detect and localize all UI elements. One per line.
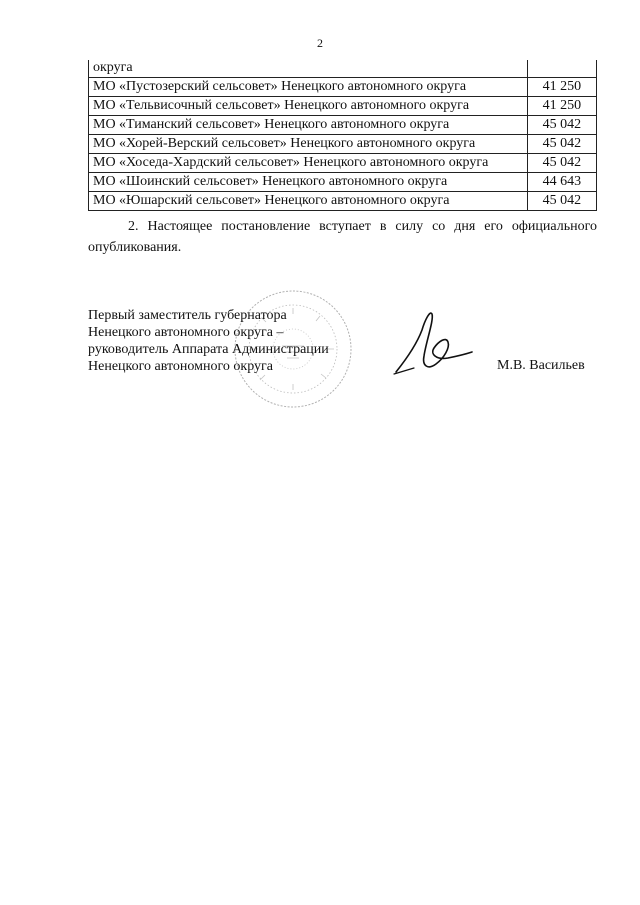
row-amount: 41 250 — [527, 97, 596, 116]
row-name: МО «Пустозерский сельсовет» Ненецкого автономного округа — [89, 78, 528, 97]
row-name: МО «Хорей-Верский сельсовет» Ненецкого автономного округа — [89, 135, 528, 154]
row-amount: 45 042 — [527, 116, 596, 135]
row-name: МО «Тиманский сельсовет» Ненецкого автономного округа — [89, 116, 528, 135]
effective-date-paragraph: 2. Настоящее постановление вступает в силу со дня его официального опубликования. — [88, 219, 597, 255]
table-row — [89, 192, 597, 211]
page-number: 2 — [317, 36, 323, 50]
table-row — [89, 60, 597, 78]
row-name: МО «Тельвисочный сельсовет» Ненецкого автономного округа — [89, 97, 528, 116]
row-amount: 41 250 — [527, 78, 596, 97]
table-row — [89, 97, 597, 116]
signatory-title-line: Первый заместитель губернатора — [88, 308, 287, 323]
table-row — [89, 135, 597, 154]
signatory-title-line: Ненецкого автономного округа – — [88, 325, 284, 340]
table-row — [89, 173, 597, 192]
row-name: МО «Юшарский сельсовет» Ненецкого автономного округа — [89, 192, 528, 211]
table-row — [89, 78, 597, 97]
row-amount: 45 042 — [527, 135, 596, 154]
table-row — [89, 116, 597, 135]
allocation-table — [88, 60, 597, 211]
row-name: МО «Шоинский сельсовет» Ненецкого автономного округа — [89, 173, 528, 192]
row-name: округа — [89, 60, 528, 78]
row-amount: 45 042 — [527, 154, 596, 173]
signature-block — [88, 307, 329, 375]
signatory-name: М.В. Васильев — [497, 358, 585, 373]
row-amount: 45 042 — [527, 192, 596, 211]
row-amount: 44 643 — [527, 173, 596, 192]
table-row — [89, 154, 597, 173]
row-amount — [527, 60, 596, 78]
signatory-title-line: руководитель Аппарата Администрации — [88, 342, 329, 357]
handwritten-signature-icon — [392, 308, 474, 376]
signatory-title-line: Ненецкого автономного округа — [88, 359, 273, 374]
row-name: МО «Хоседа-Хардский сельсовет» Ненецкого автономного округа — [89, 154, 528, 173]
